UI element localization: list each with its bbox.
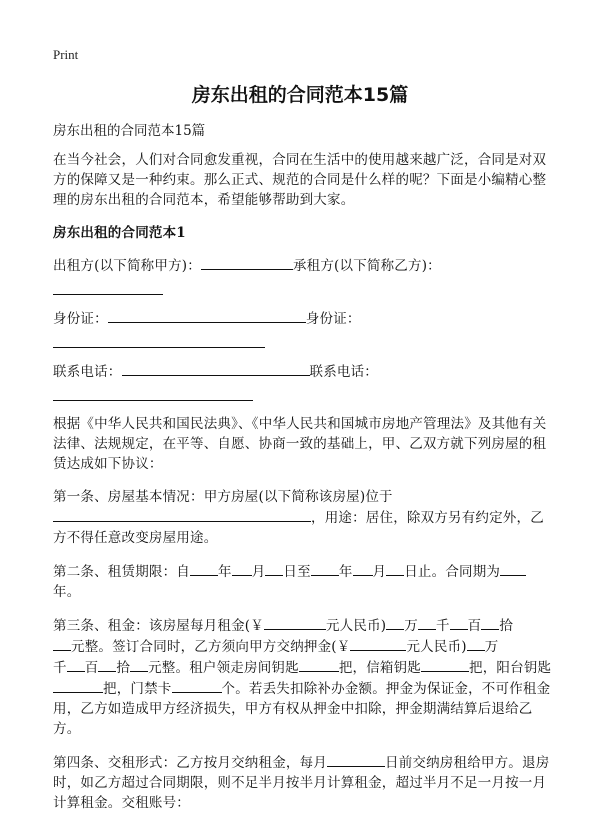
article-3-text: 元整。签订合同时，乙方须向甲方交纳押金(￥ bbox=[71, 639, 351, 655]
blank bbox=[130, 657, 148, 672]
article-1 bbox=[53, 487, 553, 548]
id-b-blank bbox=[53, 333, 265, 348]
unit: 拾 bbox=[116, 660, 131, 676]
blank bbox=[481, 615, 499, 630]
unit-day-end: 日止。合同期为 bbox=[404, 564, 501, 580]
blank bbox=[53, 678, 103, 693]
unit: 万 bbox=[404, 618, 418, 634]
article-3-text: 元整。租户领走房间钥匙 bbox=[148, 660, 299, 676]
blank bbox=[421, 657, 469, 672]
unit: 百 bbox=[84, 660, 99, 676]
article-3-text: 第三条、租金：该房屋每月租金(￥ bbox=[53, 618, 264, 634]
blank bbox=[386, 615, 404, 630]
address-blank bbox=[53, 507, 311, 522]
unit-month: 月 bbox=[251, 564, 266, 580]
blank bbox=[299, 657, 339, 672]
blank bbox=[264, 615, 326, 630]
agreement-paragraph: 根据《中华人民共和国民法典》、《中华人民共和国城市房地产管理法》及其他有关法律、法规规定，在平等、自愿、协商一致的基础上，甲、乙双方就下列房屋的租赁达成如下协议： bbox=[53, 416, 547, 472]
blank bbox=[67, 657, 85, 672]
blank bbox=[500, 561, 526, 576]
id-label-b: 身份证： bbox=[305, 311, 361, 327]
blank bbox=[98, 657, 116, 672]
phone-label-b: 联系电话： bbox=[309, 364, 378, 380]
lessor-label: 出租方(以下简称甲方)： bbox=[53, 258, 201, 274]
article-2 bbox=[53, 561, 553, 602]
document-body bbox=[53, 150, 553, 826]
blank bbox=[327, 752, 385, 767]
article-3-text: 元人民币) bbox=[406, 639, 467, 655]
article-3 bbox=[53, 615, 553, 739]
lessor-name-blank bbox=[201, 255, 293, 270]
phone-a-blank bbox=[122, 361, 310, 376]
blank bbox=[172, 678, 222, 693]
unit: 拾 bbox=[499, 618, 514, 634]
unit-year: 年 bbox=[218, 564, 232, 580]
unit: 万 bbox=[484, 639, 499, 655]
blank bbox=[190, 561, 218, 576]
article-3-text: 个。若丢失扣除补办金额。押金为保证金，不可作租金用，乙方如造成甲方经济损失，甲方有权从押金中扣除，押金期满结算后退给乙方。 bbox=[53, 681, 551, 737]
blank bbox=[265, 561, 283, 576]
article-4 bbox=[53, 752, 553, 813]
blank bbox=[450, 615, 468, 630]
page-title: 房东出租的合同范本15篇 bbox=[191, 84, 409, 106]
article-2-prefix: 第二条、租赁期限：自 bbox=[53, 564, 190, 580]
section-heading: 房东出租的合同范本1 bbox=[53, 225, 186, 241]
blank bbox=[232, 561, 252, 576]
article-3-text: 元人民币) bbox=[325, 618, 387, 634]
phone-label-a: 联系电话： bbox=[53, 364, 122, 380]
print-link[interactable]: Print bbox=[53, 47, 79, 62]
article-1-text: 第一条、房屋基本情况：甲方房屋(以下简称该房屋)位于 bbox=[53, 489, 393, 505]
article-4-text: 日前交纳房租给甲方。退房时，如乙方超过合同期限，则不足半月按半月计算租金，超过半月不足一月按一月计算租金。交租账号： bbox=[53, 755, 550, 811]
unit: 千 bbox=[53, 660, 67, 676]
article-3-text: 把，门禁卡 bbox=[103, 681, 172, 697]
party-names-line bbox=[53, 255, 553, 295]
article-4-text: 第四条、交租形式：乙方按月交纳租金，每月 bbox=[53, 755, 327, 771]
phone-b-blank bbox=[53, 386, 253, 401]
unit-month: 月 bbox=[372, 564, 387, 580]
unit: 千 bbox=[435, 618, 450, 634]
blank bbox=[350, 636, 406, 651]
unit-year: 年 bbox=[338, 564, 353, 580]
blank bbox=[311, 561, 339, 576]
phone-line bbox=[53, 361, 553, 401]
blank bbox=[353, 561, 373, 576]
blank bbox=[418, 615, 436, 630]
id-label-a: 身份证： bbox=[53, 311, 108, 327]
blank bbox=[53, 636, 71, 651]
article-3-text: 把，阳台钥匙 bbox=[469, 660, 552, 676]
id-card-line bbox=[53, 308, 553, 348]
unit: 百 bbox=[467, 618, 482, 634]
id-a-blank bbox=[108, 308, 306, 323]
blank bbox=[386, 561, 404, 576]
intro-paragraph: 在当今社会，人们对合同愈发重视，合同在生活中的使用越来越广泛，合同是对双方的保障又是一种约束。那么正式、规范的合同是什么样的呢？下面是小编精心整理的房东出租的合同范本，希望能够帮助到大家。 bbox=[53, 152, 547, 208]
article-2-tail: 年。 bbox=[53, 584, 81, 600]
lessee-name-blank bbox=[53, 280, 163, 295]
blank bbox=[467, 636, 485, 651]
article-1-text-2: ，用途：居住，除双方另有约定外，乙方不得任意改变房屋用途。 bbox=[53, 510, 544, 546]
unit-day-to: 日至 bbox=[283, 564, 311, 580]
article-3-text: 把，信箱钥匙 bbox=[338, 660, 422, 676]
lessee-label: 承租方(以下简称乙方)： bbox=[292, 258, 441, 274]
subtitle: 房东出租的合同范本15篇 bbox=[53, 123, 206, 139]
